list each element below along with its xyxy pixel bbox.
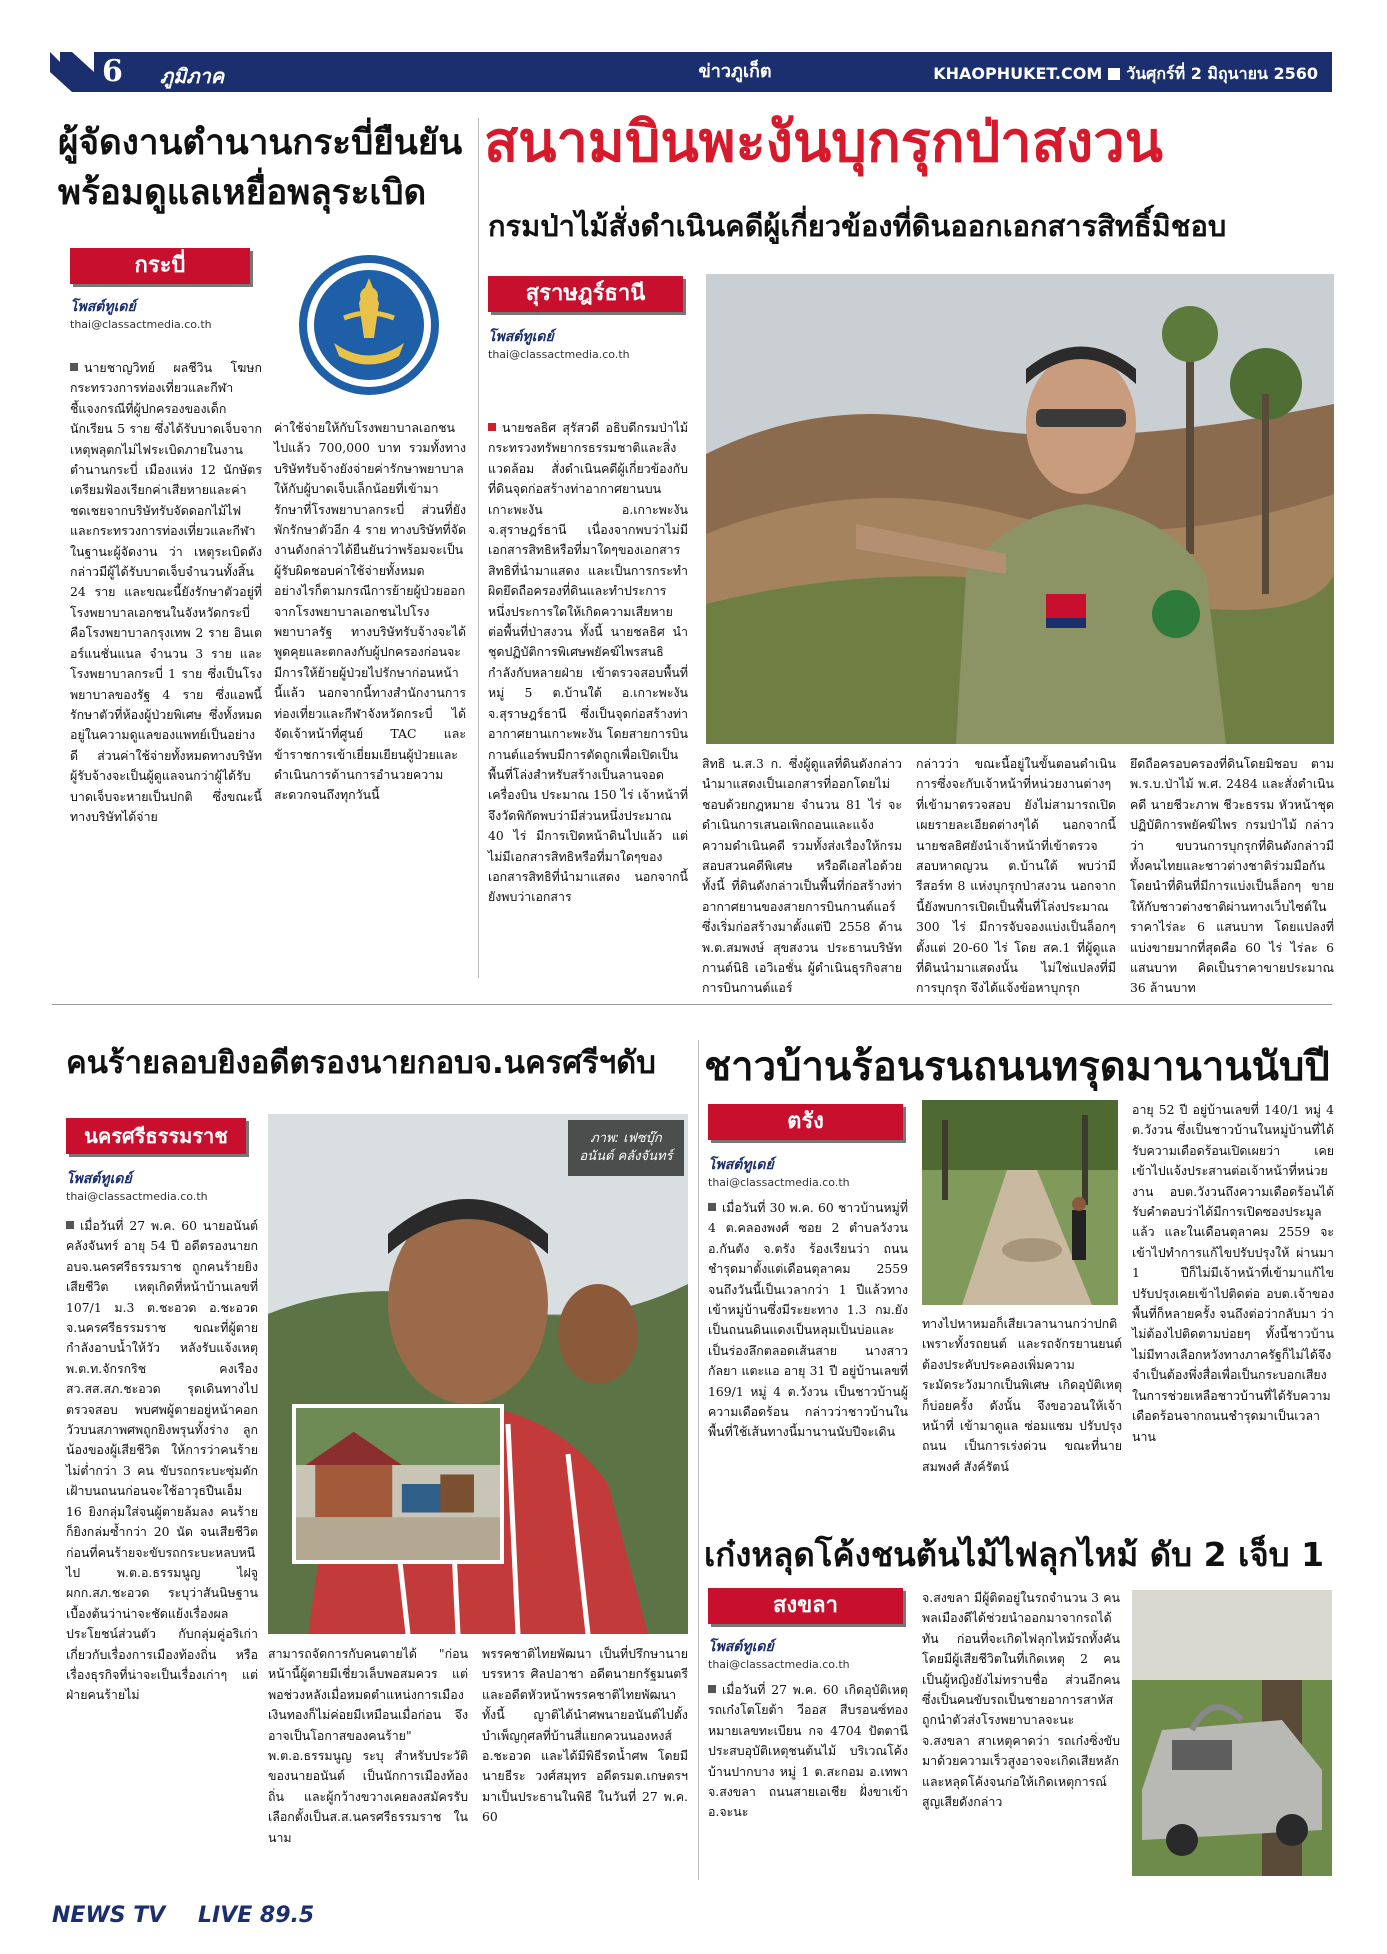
article-body-col4: [1130, 754, 1334, 996]
byline: [66, 1168, 266, 1203]
article-body-col1: [708, 1198, 908, 1508]
bullet-icon: [66, 1221, 74, 1229]
article-headline: เก๋งหลุดโค้งชนต้นไม้ไฟลุกไหม้ ดับ 2 เจ็บ 1: [704, 1535, 1325, 1574]
byline-name: โพสต์ทูเดย์: [488, 329, 554, 345]
byline-email: thai@classactmedia.co.th: [70, 318, 212, 331]
masthead-logo: ข่าวภูเก็ต: [698, 61, 772, 82]
body-text: นายชาญวิทย์ ผลชีวิน โฆษกกระทรวงการท่องเที่ยวและกีฬา ชี้แจงกรณีที่ผู้ปกครองของเด็กนักเรียน 5 ราย ซึ่งได้รับบาดเจ็บจากเหตุพลุตกไม่ไฟระเบิดภายในงานตำนานกระบี่ เมืองแห่ง 12 นักษัตร เตรียมฟ้องเรียกค่าเสียหายและค่าชดเชยจากบริษัทรับจัดดอกไม้ไฟ และกระทรวงการท่องเที่ยวและกีฬา ในฐานะผู้จัดงาน ว่า เหตุระเบิดดังกล่าวมีผู้ได้รับบาดเจ็บจำนวนทั้งสิ้น 24 ราย และขณะนี้ยังรักษาตัวอยู่ที่โรงพยาบาลเอกชนในจังหวัดกระบี่ คือโรงพยาบาลกรุงเทพ 2 ราย อินเตอร์แนชั่นแนล จำนวน 3 ราย และโรงพยาบาลกระบี่ 1 ราย ซึ่งเป็นโรงพยาบาลของรัฐ 4 ราย ซึ่งแอพนี้รักษาตัวที่ห้องผู้ป่วยพิเศษ ซึ่งทั้งหมดอยู่ในความดูแลของแพทย์เป็นอย่างดี ส่วนค่าใช้จ่ายทั้งหมดทางบริษัทผู้รับจ้างจะเป็นผู้ดูแลจนกว่าผู้ได้รับบาดเจ็บจะหายเป็นปกติ ซึ่งขณะนี้ทางบริษัทได้จ่าย: [70, 360, 262, 824]
article-body-col1: [66, 1216, 258, 1876]
byline-name: โพสต์ทูเดย์: [66, 1171, 132, 1187]
province-tag: สุราษฎร์ธานี: [488, 276, 683, 312]
forestry-chief-photo: [706, 274, 1334, 744]
article-body-col2: [922, 1314, 1122, 1508]
body-text: นายชลธิศ สุรัสวดี อธิบดีกรมป่าไม้ กระทรวงทรัพยากรธรรมชาติและสิ่งแวดล้อม สั่งดำเนินคดีผู้เกี่ยวข้องกับที่ดินจุดก่อสร้างท่าอากาศยานบนเกาะพะงัน อ.เกาะพะงัน จ.สุราษฎร์ธานี เนื่องจากพบว่าไม่มีเอกสารสิทธิหรือที่มาใดๆของเอกสารสิทธิที่นำมาแสดง และเป็นการกระทำผิดยึดถือครองที่ดินและทำประการหนึ่งประการใดให้เกิดความเสียหายต่อพื้นที่ป่าสงวน ทั้งนี้ นายชลธิศ นำชุดปฏิบัติการพิเศษพยัคฆ์ไพรสนธิกำลังกับหลายฝ่าย เข้าตรวจสอบพื้นที่หมู่ 5 ต.บ้านใต้ อ.เกาะพะงัน จ.สุราษฎร์ธานี ซึ่งเป็นจุดก่อสร้างท่าอากาศยานเกาะพะงัน โดยสายการบินกานต์แอร์พบมีการตัดถูกเพื่อเปิดเป็นพื้นที่โล่งสำหรับสร้างเป็นลานจอดเครื่องบิน ประมาณ 150 ไร่ เจ้าหน้าที่จึงวัดพิกัดพบว่ามีส่วนหนึ่งประมาณ 40 ไร่ มีการเปิดหน้าดินไปแล้ว แต่ไม่มีเอกสารสิทธิหรือที่มาใดๆของเอกสารสิทธิที่นำมาแสดง นอกจากนี้ยังพบว่าเอกสาร: [488, 420, 688, 905]
province-tag: สงขลา: [708, 1588, 903, 1624]
byline-email: thai@classactmedia.co.th: [488, 348, 630, 361]
bullet-icon: [708, 1685, 716, 1693]
news-tv-logo: NEWS TV: [52, 1903, 166, 1928]
province-tag: นครศรีธรรมราช: [66, 1118, 246, 1154]
article-body-col2: [274, 418, 466, 970]
bullet-icon: [488, 423, 496, 431]
column-divider: [698, 1040, 699, 1880]
body-text: สิทธิ น.ส.3 ก. ซึ่งผู้ดูแลที่ดินดังกล่าวนำมาแสดงเป็นเอกสารที่ออกโดยไม่ชอบด้วยกฎหมาย จำนวน 81 ไร่ จะดำเนินการเสนอเพิกถอนและแจ้งความดำเนินคดี รวมทั้งส่งเรื่องให้กรมสอบสวนคดีพิเศษ หรือดีเอสไอด้วย ทั้งนี้ ที่ดินดังกล่าวเป็นพื้นที่ก่อสร้างท่าอากาศยานของสายการบินกานต์แอร์ ซึ่งเริ่มก่อสร้างมาตั้งแต่ปี 2558 ด้าน พ.ต.สมพงษ์ สุขสงวน ประธานบริษัท กานต์นิธิ เอวิเอชั่น ผู้ดำเนินธุรกิจสายการบินกานต์แอร์: [702, 756, 902, 996]
body-text: เมื่อวันที่ 27 พ.ค. 60 นายอนันต์ คลังจันทร์ อายุ 54 ปี อดีตรองนายก อบจ.นครศรีธรรมราช ถูกคนร้ายยิงเสียชีวิต เหตุเกิดที่หน้าบ้านเลขที่ 107/1 ม.3 ต.ชะอวด อ.ชะอวด จ.นครศรีธรรมราช ขณะที่ผู้ตายกำลังอาบน้ำให้วัว หลังรับแจ้งเหตุ พ.ต.ท.จักรกริช คงเรือง สว.สส.สภ.ชะอวด รุดเดินทางไปตรวจสอบ พบศพผู้ตายอยู่หน้าคอกวัวบนสภาพศพถูกยิงพรุนทั้งร่าง ลูกน้องของผู้เสียชีวิต ให้การว่าคนร้ายไม่ต่ำกว่า 3 คน ขับรถกระบะซุ่มดักเฝ้าบนถนนก่อนจะใช้อาวุธปืนเอ็ม 16 ยิงกลุ่มใส่จนผู้ตายล้มลง คนร้ายก็ยิงกล่มซ้ำกว่า 20 นัด จนเสียชีวิต ก่อนที่คนร้ายจะขับรถกระบะหลบหนีไป พ.ต.อ.ธรรมนูญ ไฝจู ผกก.สภ.ชะอวด ระบุว่าสันนิษฐานเบื้องต้นว่าน่าจะชัดแย้งเรื่องผลประโยชน์ส่วนตัว กับกลุ่มคู่อริเก่าเกี่ยวกับเรื่องการเมืองท้องถิ่น หรือ เรื่องธุรกิจที่น่าจะเป็นเรื่องเก่าๆ แต่ฝ่ายคนร้ายไม่: [66, 1218, 258, 1703]
body-text: กล่าวว่า ขณะนี้อยู่ในขั้นตอนดำเนินการซึ่งจะกับเจ้าหน้าที่หน่วยงานต่างๆ ที่เข้ามาตรวจสอบ ยังไม่สามารถเปิดเผยรายละเอียดต่างๆได้ นอกจากนี้ นายชลธิศยังนำเจ้าหน้าที่เข้าตรวจสอบหาดญวน ต.บ้านใต้ พบว่ามีรีสอร์ท 8 แห่งบุกรุกป่าสงวน นอกจากนี้ยังพบการเปิดเป็นพื้นที่โล่งประมาณ 300 ไร่ มีการจับจองแบ่งเป็นล็อกๆตั้งแต่ 20-60 ไร่ โดย สค.1 ที่ผู้ดูแลที่ดินนำมาแสดงนั้น ไม่ใช่แปลงที่มีการบุกรุก จึงได้แจ้งข้อหาบุกรุก: [916, 756, 1116, 996]
byline-email: thai@classactmedia.co.th: [708, 1658, 850, 1671]
body-text: ยึดถือครอบครองที่ดินโดยมิชอบ ตาม พ.ร.บ.ป่าไม้ พ.ศ. 2484 และสั่งดำเนินคดี นายชีวะภาพ ชีวะธรรม หัวหน้าชุดปฏิบัติการพยัคฆ์ไพร กรมป่าไม้ กล่าวว่า ขบวนการบุกรุกที่ดินดังกล่าวมีทั้งคนไทยและชาวต่างชาติร่วมมือกัน โดยนำที่ดินที่มีการแบ่งเป็นล็อกๆ ขายให้กับชาวต่างชาติผ่านทางเว็บไซต์ในราคาไร่ละ 6 แสนบาท โดยแปลงที่แบ่งขายมากที่สุดคือ 60 ไร่ ไร่ละ 6 แสนบาท คิดเป็นราคาขายประมาณ 36 ล้านบาท: [1130, 756, 1334, 996]
photo-credit-line1: ภาพ: เฟซบุ๊ก: [590, 1131, 662, 1146]
article-body-col2: [702, 754, 902, 996]
article-body-col2: [268, 1644, 468, 1876]
article-body-col1: [708, 1680, 908, 1876]
body-text: ค่าใช้จ่ายให้กับโรงพยาบาลเอกชนไปแล้ว 700,000 บาท รวมทั้งทางบริษัทรับจ้างยังจ่ายค่ารักษาพยาบาลให้กับผู้บาดเจ็บเล็กน้อยที่เข้ามารักษาที่โรงพยาบาลกระบี่ ส่วนที่ยังพักรักษาตัวอีก 4 ราย ทางบริษัทที่จัดงานดังกล่าวได้ยืนยันว่าพร้อมจะเป็นผู้รับผิดชอบค่าใช้จ่ายทั้งหมด อย่างไรก็ตามกรณีการย้ายผู้ป่วยออกจากโรงพยาบาลเอกชนไปโรงพยาบาลรัฐ ทางบริษัทรับจ้างจะได้พูดคุยและตกลงกับผู้ปกครองก่อนจะมีการให้ย้ายผู้ป่วยไปรักษาก่อนหน้านี้แล้ว นอกจากนี้ทางสำนักงานการท่องเที่ยวและกีฬาจังหวัดกระบี่ ได้จัดเจ้าหน้าที่ศูนย์ TAC และข้าราชการเข้าเยี่ยมเยียนผู้ป่วยและดำเนินการด้านการอำนวยความสะดวกจนถึงทุกวันนี้: [274, 420, 466, 803]
byline-email: thai@classactmedia.co.th: [708, 1176, 850, 1189]
bullet-icon: [708, 1203, 716, 1211]
page-header: [50, 52, 1332, 92]
body-text: สามารถจัดการกับคนตายได้ "ก่อนหน้านี้ผู้ตายมีเชี่ยวเล็บพอสมควร แต่พอช่วงหลังเมื่อหมดตำแหน่งการเมือง เงินทองก็ไม่ค่อยมีเหมือนเมื่อก่อน จึงอาจเป็นโอกาสของคนร้าย" พ.ต.อ.ธรรมนูญ ระบุ สำหรับประวัติของนายอนันต์ เป็นนักการเมืองท้องถิ่น และผู้กว้างขวางเคยลงสมัครรับเลือกตั้งเป็นส.ส.นครศรีธรรมราช ในนาม: [268, 1646, 468, 1845]
body-text: เมื่อวันที่ 30 พ.ค. 60 ชาวบ้านหมู่ที่ 4 ต.คลองพงศ์ ซอย 2 ตำบลวังวน อ.กันตัง จ.ตรัง ร้องเรียนว่า ถนนชำรุดมาตั้งแต่เดือนตุลาคม 2559 จนถึงวันนี้เป็นเวลากว่า 1 ปีแล้วทางเข้าหมู่บ้านซึ่งมีระยะทาง 1.3 กม.ยังเป็นถนนดินแดงเป็นหลุมเป็นบ่อและ เป็นร่องลึกตลอดเส้นสาย นางสาวกัลยา แตะแอ อายุ 31 ปี อยู่บ้านเลขที่ 169/1 หมู่ 4 ต.วังวน เป็นชาวบ้านผู้ความเดือดร้อน กล่าวว่าชาวบ้านในพื้นที่ใช้เส้นทางนี้มานานนับปีจะเดิน: [708, 1200, 908, 1440]
byline-name: โพสต์ทูเดย์: [70, 299, 136, 315]
byline: [708, 1636, 908, 1671]
byline-email: thai@classactmedia.co.th: [66, 1190, 208, 1203]
photo-credit-line2: อนันต์ คลังจันทร์: [579, 1149, 673, 1164]
photo-credit: [568, 1120, 684, 1176]
body-text: เมื่อวันที่ 27 พ.ค. 60 เกิดอุบัติเหตุรถเก๋งโตโยต้า วีออส สีบรอนซ์ทอง หมายเลขทะเบียน กจ 4704 ปัตตานี ประสบอุบัติเหตุชนต้นไม้ บริเวณโค้งบ้านปากบาง หมู่ 1 ต.สะกอม อ.เทพา จ.สงขลา ถนนสายเอเชีย ฝั่งขาเข้า อ.จะนะ: [708, 1682, 908, 1820]
car-crash-photo: [1132, 1590, 1332, 1876]
site-name: KHAOPHUKET.COM: [933, 64, 1103, 83]
article-surat: [484, 108, 1334, 996]
ministry-seal-image: [274, 248, 464, 403]
body-text: อายุ 52 ปี อยู่บ้านเลขที่ 140/1 หมู่ 4 ต.วังวน ซึ่งเป็นชาวบ้านในหมู่บ้านที่ได้รับความเดือดร้อนเปิดเผยว่า เคยเข้าไปแจ้งประสานต่อเจ้าหน้าที่หน่วยงาน อบต.วังวนถึงความเดือดร้อนได้รับคำตอบว่าได้มีการเปิดซองประมูลแล้ว และในเดือนตุลาคม 2559 จะเข้าไปทำการแก้ไขปรับปรุงให้ ผ่านมา 1 ปีก็ไม่มีเจ้าหน้าที่เข้ามาแก้ไขปรับปรุงเคยเข้าไปติดต่อ อบต.เจ้าของพื้นที่ก็หลายครั้ง จนถึงต่อว่ากลับมา ว่าไม่ต้องไปติดตามบ่อยๆ ทั้งนี้ชาวบ้านไม่มีทางเลือกหวังทางภาครัฐก็ไม่ได้จึงจำเป็นต้องพึ่งสื่อเพื่อเป็นกระบอกเสียงในการช่วยเหลือชาวบ้านที่ได้รับความเดือดร้อนจากถนนชำรุดมาเป็นเวลานาน: [1132, 1102, 1334, 1444]
article-body-col1: [488, 418, 688, 978]
article-nakhon: [52, 1040, 692, 1880]
section-divider: [52, 1004, 1332, 1005]
province-tag: ตรัง: [708, 1104, 903, 1140]
article-krabi: [52, 118, 472, 978]
province-tag: กระบี่: [70, 248, 250, 284]
brand-logo-icon: [50, 52, 94, 92]
article-songkhla: [704, 1530, 1334, 1880]
byline: [708, 1154, 908, 1189]
byline-name: โพสต์ทูเดย์: [708, 1157, 774, 1173]
issue-date: วันศุกร์ที่ 2 มิถุนายน 2560: [1126, 64, 1318, 83]
byline-name: โพสต์ทูเดย์: [708, 1639, 774, 1655]
article-body-col3: [1132, 1100, 1334, 1508]
square-icon: [1108, 68, 1120, 80]
body-text: จ.สงขลา มีผู้ติดอยู่ในรถจำนวน 3 คนพลเมืองดีได้ช่วยนำออกมาจากรถได้ทัน ก่อนที่จะเกิดไฟลุกไหม้รถทั้งคัน โดยมีผู้เสียชีวิตในที่เกิดเหตุ 2 คน เป็นผู้หญิงยังไม่ทราบชื่อ ส่วนอีกคนซึ่งเป็นคนขับรถเป็นชายอาการสาหัส ถูกนำตัวส่งโรงพยาบาลจะนะ จ.สงขลา สาเหตุคาดว่า รถเก๋งซิ่งขับมาด้วยความเร็วสูงอาจจะเกิดเสียหลักและหลุดโค้งจนก่อให้เกิดเหตุการณ์สูญเสียดังกล่าว: [922, 1590, 1120, 1810]
article-subheadline: กรมป่าไม้สั่งดำเนินคดีผู้เกี่ยวข้องที่ดินออกเอกสารสิทธิ์มิชอบ: [488, 209, 1227, 243]
article-trang: [704, 1040, 1334, 1510]
article-body-col2: [922, 1588, 1120, 1876]
header-meta: [933, 62, 1318, 87]
article-body-col1: [70, 358, 262, 970]
article-headline: ชาวบ้านร้อนรนถนนทรุดมานานนับปี: [704, 1044, 1330, 1090]
body-text: ทางไปหาหมอก็เสียเวลานานกว่าปกติเพราะทั้งรถยนต์ และรถจักรยานยนต์ ต้องประคับประคองเพิ่มความระมัดระวังมากเป็นพิเศษ เกิดอุบัติเหตุก็บ่อยครั้ง ดังนั้น จึงขอวอนให้เจ้าหน้าที่ เข้ามาดูแล ซ่อมแซม ปรับปรุง ถนน เป็นการเร่งด่วน ขณะที่นายสมพงศ์ สังค์รัตน์: [922, 1316, 1122, 1474]
bullet-icon: [70, 363, 78, 371]
article-headline: ผู้จัดงานตำนานกระบี่ยืนยัน พร้อมดูแลเหยื่อพลุระเบิด: [58, 123, 463, 213]
damaged-road-photo: [922, 1100, 1118, 1305]
byline: [70, 296, 270, 331]
article-body-col3: [482, 1644, 688, 1876]
byline: [488, 326, 688, 361]
column-divider: [478, 118, 479, 978]
live-radio-logo: LIVE 89.5: [198, 1903, 315, 1928]
body-text: พรรคชาติไทยพัฒนา เป็นที่ปรึกษานายบรรหาร ศิลปอาชา อดีตนายกรัฐมนตรี และอดีตหัวหน้าพรรคชาติไทยพัฒนา ทั้งนี้ ญาติได้นำศพนายอนันต์ไปตั้งบำเพ็ญกุศลที่บ้านสี่แยกควนนองหงส์ อ.ชะอวด และได้มีพิธีรดน้ำศพ โดยมีนายธีระ วงศ์สมุทร อดีตรมต.เกษตรฯมาเป็นประธานในพิธี ในวันที่ 27 พ.ค. 60: [482, 1646, 688, 1825]
section-title: ภูมิภาค: [160, 64, 225, 88]
article-headline: สนามบินพะงันบุกรุกป่าสงวน: [484, 110, 1163, 175]
page-number: 6: [102, 54, 123, 89]
article-body-col3: [916, 754, 1116, 996]
crime-scene-inset-photo: [292, 1404, 504, 1564]
article-headline: คนร้ายลอบยิงอดีตรองนายกอบจ.นครศรีฯดับ: [66, 1045, 656, 1081]
